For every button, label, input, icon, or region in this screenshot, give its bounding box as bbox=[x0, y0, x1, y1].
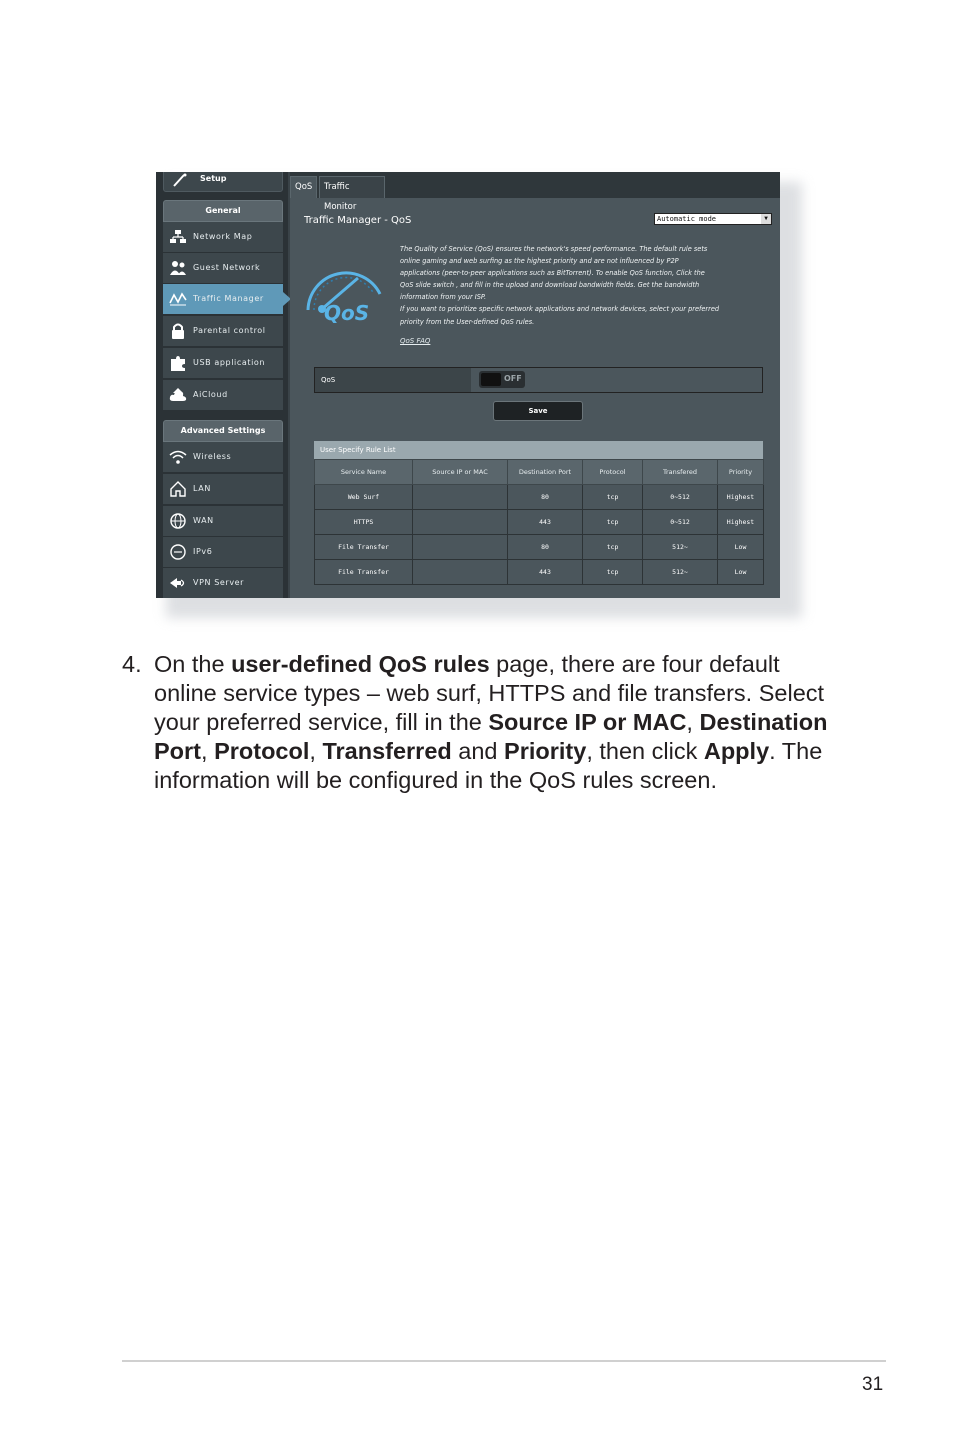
sidebar-item-label: Traffic Manager bbox=[193, 294, 264, 303]
table-row[interactable] bbox=[315, 535, 764, 560]
sidebar-item-parental-control[interactable] bbox=[163, 316, 283, 347]
step-text bbox=[154, 650, 842, 795]
cell-service-name: File Transfer bbox=[315, 535, 413, 560]
sidebar-item-lan[interactable] bbox=[163, 474, 283, 505]
qos-setting-row bbox=[314, 367, 763, 393]
step-text-run: page, there are four default online service types – web surf, HTTPS and file transfers. Select your preferred service, fill in the bbox=[154, 651, 825, 735]
sidebar-item-traffic-manager[interactable] bbox=[163, 284, 283, 315]
step-bold-run: Source IP or MAC bbox=[488, 709, 687, 735]
table-row[interactable] bbox=[315, 485, 764, 510]
cell-protocol: tcp bbox=[583, 485, 643, 510]
step-bold-run: user-defined QoS rules bbox=[231, 651, 490, 677]
tab-qos[interactable]: QoS bbox=[290, 176, 317, 198]
cell-source[interactable] bbox=[413, 485, 508, 510]
sidebar-item-ipv6[interactable] bbox=[163, 537, 283, 568]
sidebar-item-label: AiCloud bbox=[193, 390, 228, 399]
rule-list bbox=[314, 441, 763, 585]
sidebar-item-label: WAN bbox=[193, 516, 214, 525]
mode-select[interactable] bbox=[654, 213, 772, 225]
column-header: Destination Port bbox=[508, 460, 583, 485]
cell-transferred: 512~ bbox=[643, 535, 718, 560]
cell-port: 80 bbox=[508, 485, 583, 510]
rule-list-title: User Specify Rule List bbox=[314, 441, 763, 459]
step-text-run: , bbox=[201, 738, 215, 764]
cell-service-name: HTTPS bbox=[315, 510, 413, 535]
qos-label: QoS bbox=[315, 368, 471, 392]
sidebar-item-label: Wireless bbox=[193, 452, 232, 461]
sidebar-item-wan[interactable] bbox=[163, 506, 283, 537]
qos-toggle-switch[interactable] bbox=[479, 371, 525, 388]
qos-description bbox=[400, 243, 720, 328]
cell-protocol: tcp bbox=[583, 535, 643, 560]
sidebar-item-label: USB application bbox=[193, 358, 266, 367]
cell-service-name: Web Surf bbox=[315, 485, 413, 510]
cell-source[interactable] bbox=[413, 535, 508, 560]
column-header: Priority bbox=[718, 460, 764, 485]
qos-description-text-2: If you want to prioritize specific network applications and network devices, select your preferred priority from the User-defined QoS rules. bbox=[400, 305, 720, 326]
sidebar-item-label: VPN Server bbox=[193, 578, 245, 587]
page-title: Traffic Manager - QoS bbox=[304, 215, 412, 226]
main-panel bbox=[290, 172, 780, 598]
cell-transferred: 512~ bbox=[643, 560, 718, 585]
save-button[interactable]: Save bbox=[493, 401, 583, 421]
cell-transferred: 0~512 bbox=[643, 485, 718, 510]
network-map-icon bbox=[169, 229, 187, 245]
step-text-run: , then click bbox=[586, 738, 704, 764]
qos-faq-link[interactable]: QoS FAQ bbox=[400, 337, 431, 345]
step-number: 4. bbox=[122, 651, 142, 677]
step-text-run: On the bbox=[154, 651, 232, 677]
sidebar-general-header: General bbox=[163, 200, 283, 222]
lock-icon bbox=[169, 323, 187, 339]
qos-speedometer-logo bbox=[302, 254, 386, 326]
sidebar-item-label: Parental control bbox=[193, 326, 266, 335]
sidebar-item-network-map[interactable] bbox=[163, 222, 283, 253]
traffic-manager-icon bbox=[169, 291, 187, 307]
puzzle-icon bbox=[169, 355, 187, 371]
sidebar bbox=[156, 172, 288, 598]
qos-logo-text: QoS bbox=[324, 301, 370, 325]
column-header: Service Name bbox=[315, 460, 413, 485]
sidebar-item-label: IPv6 bbox=[193, 547, 213, 556]
cell-priority: Highest bbox=[718, 510, 764, 535]
cell-protocol: tcp bbox=[583, 560, 643, 585]
sidebar-item-wireless[interactable] bbox=[163, 442, 283, 473]
cell-priority: Low bbox=[718, 560, 764, 585]
step-text-run: and bbox=[451, 738, 505, 764]
cell-port: 80 bbox=[508, 535, 583, 560]
router-ui-screenshot bbox=[156, 172, 780, 598]
sidebar-item-guest-network[interactable] bbox=[163, 253, 283, 284]
step-bold-run: Transferred bbox=[322, 738, 452, 764]
sidebar-advanced-header: Advanced Settings bbox=[163, 420, 283, 442]
cell-protocol: tcp bbox=[583, 510, 643, 535]
guest-network-icon bbox=[169, 260, 187, 276]
instruction-step bbox=[122, 650, 842, 795]
vpn-icon bbox=[169, 575, 187, 591]
cell-priority: Highest bbox=[718, 485, 764, 510]
chevron-down-icon: ▼ bbox=[761, 214, 771, 224]
cell-source[interactable] bbox=[413, 560, 508, 585]
home-icon bbox=[169, 481, 187, 497]
page-number: 31 bbox=[862, 1374, 884, 1395]
tab-traffic-monitor[interactable]: Traffic Monitor bbox=[319, 176, 385, 198]
cell-port: 443 bbox=[508, 560, 583, 585]
rule-table bbox=[314, 459, 764, 585]
cell-source[interactable] bbox=[413, 510, 508, 535]
cell-transferred: 0~512 bbox=[643, 510, 718, 535]
step-bold-run: Apply bbox=[703, 738, 770, 764]
cloud-icon bbox=[169, 387, 187, 403]
sidebar-setup-label: Setup bbox=[200, 174, 227, 183]
step-text-run: . The information will be configured in the QoS rules screen. bbox=[154, 738, 823, 793]
table-row[interactable] bbox=[315, 560, 764, 585]
wifi-icon bbox=[169, 449, 187, 465]
column-header: Transfered bbox=[643, 460, 718, 485]
switch-knob bbox=[481, 373, 501, 386]
wand-icon bbox=[172, 173, 188, 187]
mode-select-value: Automatic mode bbox=[657, 215, 717, 223]
step-bold-run: Protocol bbox=[214, 738, 310, 764]
table-row[interactable] bbox=[315, 510, 764, 535]
step-text-run: , bbox=[309, 738, 323, 764]
switch-state: OFF bbox=[504, 374, 522, 383]
column-header: Protocol bbox=[583, 460, 643, 485]
step-bold-run: Destination Port bbox=[154, 709, 828, 764]
sidebar-item-label: Network Map bbox=[193, 232, 253, 241]
sidebar-item-label: LAN bbox=[193, 484, 211, 493]
cell-priority: Low bbox=[718, 535, 764, 560]
qos-description-text: The Quality of Service (QoS) ensures the network's speed performance. The default rule sets online gaming and web surfing as the highest priority and are not influenced by P2P applications (peer-to-peer applications such as BitTorrent). To enable QoS function, Click the QoS slide switch , and fill in the upload and download bandwidth fields. Get the bandwidth information from your ISP. bbox=[400, 245, 708, 302]
step-bold-run: Priority bbox=[504, 738, 587, 764]
cell-port: 443 bbox=[508, 510, 583, 535]
footer-divider bbox=[122, 1360, 886, 1362]
sidebar-item-label: Guest Network bbox=[193, 263, 261, 272]
column-header: Source IP or MAC bbox=[413, 460, 508, 485]
rule-table-header bbox=[315, 460, 764, 485]
sidebar-item-vpn-server[interactable] bbox=[163, 568, 283, 598]
cell-service-name: File Transfer bbox=[315, 560, 413, 585]
globe-icon bbox=[169, 513, 187, 529]
sidebar-item-aicloud[interactable] bbox=[163, 380, 283, 411]
step-text-run: , bbox=[686, 709, 700, 735]
ipv6-icon bbox=[169, 544, 187, 560]
sidebar-setup[interactable] bbox=[163, 172, 283, 192]
sidebar-item-usb-application[interactable] bbox=[163, 348, 283, 379]
